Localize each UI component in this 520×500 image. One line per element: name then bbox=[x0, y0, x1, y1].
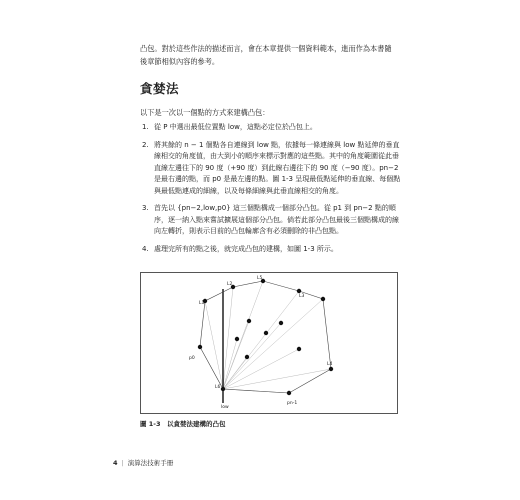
steps-list bbox=[140, 122, 402, 261]
label-l1: L1 bbox=[199, 301, 205, 306]
lead-paragraph: 以下是一次以一個點的方式來建構凸包： bbox=[140, 108, 270, 117]
figure-caption: 圖 1-3 以貪婪法建構的凸包 bbox=[140, 420, 226, 428]
step-text: 首先以 {pn−2,low,p0} 這三個點構成一個部分凸包。從 p1 到 pn−2 點的順序，逐一納入點來嘗試擴展這個部分凸包。倘若此部分凸包最後三個點構成的線向左轉折，則表示目前的凸包輪廓含有必須刪除的非凸包點。 bbox=[154, 204, 399, 235]
convex-hull-diagram bbox=[141, 273, 397, 413]
step-number: 3. bbox=[142, 204, 149, 212]
step-text: 從 P 中選出最低位置點 low，這點必定位於凸包上。 bbox=[154, 123, 317, 131]
step-number: 2. bbox=[142, 140, 149, 149]
label-low: low bbox=[221, 405, 229, 410]
section-heading: 貪婪法 bbox=[140, 81, 180, 96]
step-number: 1. bbox=[142, 123, 149, 131]
label-l2: L2 bbox=[227, 282, 233, 287]
label-l5: L5 bbox=[257, 276, 263, 281]
point-set bbox=[198, 279, 333, 395]
book-title: 演算法技術手冊 bbox=[127, 459, 174, 467]
step-text: 處理完所有的點之後，就完成凸包的建構，如圖 1-3 所示。 bbox=[154, 244, 338, 253]
step-item bbox=[140, 203, 402, 238]
intro-paragraph: 凸包。對於這些作法的描述而言，會在本章提供一個資料範本，進而作為本書隨後章節相似內容的參考。 bbox=[140, 44, 392, 66]
label-p0: p0 bbox=[189, 356, 195, 361]
convex-hull-figure bbox=[140, 272, 398, 414]
hull-outline bbox=[200, 281, 331, 393]
step-number: 4. bbox=[142, 244, 149, 253]
step-item bbox=[140, 140, 402, 198]
label-l6: L6 bbox=[215, 385, 221, 390]
page-footer bbox=[113, 458, 173, 467]
label-l3: L3 bbox=[299, 294, 305, 299]
label-l4: L4 bbox=[327, 362, 333, 367]
step-item bbox=[140, 122, 402, 134]
fan-lines bbox=[200, 281, 331, 393]
page-number: 4 bbox=[113, 459, 118, 467]
label-pn-1: pn-1 bbox=[287, 401, 298, 406]
step-text: 將其餘的 n − 1 個點各自連線到 low 點，依據每一條連線與 low 點延伸的垂直線相交的角度值，由大到小的順序來標示對應的這些點。其中的角度範圍從此垂直線左邊往下的 90 度（+90 度）到此線右邊往下的 90 度（−90 度）。pn−2 是最右邊的點，而 p0 是最左邊的點。圖 1-3 呈現最低點延伸的垂直線、每個點與最低點連成的細線，以及每條細線與此垂直線相交的角度。 bbox=[154, 140, 401, 195]
footer-separator: | bbox=[121, 459, 124, 467]
step-item bbox=[140, 244, 402, 256]
